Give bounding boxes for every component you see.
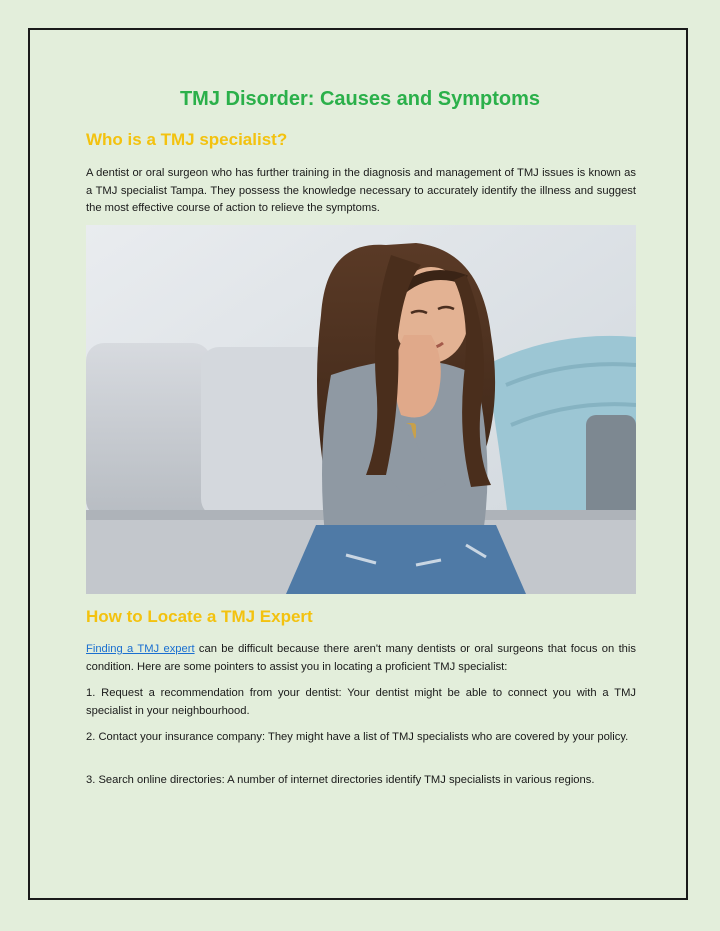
locate-intro-paragraph bbox=[86, 641, 636, 676]
page-title: TMJ Disorder: Causes and Symptoms bbox=[179, 88, 541, 110]
specialist-paragraph: A dentist or oral surgeon who has further training in the diagnosis and management of TMJ issues is known as a TMJ specialist Tampa. They possess the knowledge necessary to accurately identify the illness and suggest the most effective course of action to relieve the symptoms. bbox=[86, 167, 636, 214]
list-item: 3. Search online directories: A number of internet directories identify TMJ specialists in various regions. bbox=[86, 774, 595, 786]
woman-jaw-pain-photo bbox=[86, 225, 636, 594]
section-heading-specialist: Who is a TMJ specialist? bbox=[86, 130, 288, 149]
list-item: 1. Request a recommendation from your dentist: Your dentist might be able to connect you with a TMJ specialist in your neighbourhood. bbox=[86, 687, 636, 717]
list-item: 2. Contact your insurance company: They might have a list of TMJ specialists who are covered by your policy. bbox=[86, 731, 629, 743]
locate-intro-text: can be difficult because there aren't many dentists or oral surgeons that focus on this condition. Here are some pointers to assist you in locating a proficient TMJ specialist: bbox=[86, 643, 636, 673]
finding-tmj-expert-link[interactable]: Finding a TMJ expert bbox=[86, 643, 195, 655]
section-heading-locate: How to Locate a TMJ Expert bbox=[86, 607, 313, 626]
